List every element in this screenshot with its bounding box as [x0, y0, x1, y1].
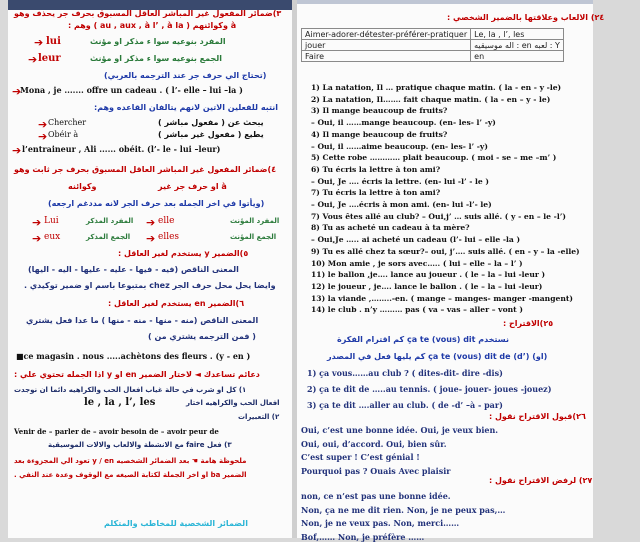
note-line: دعائم تساعدك ◄ لاختار الضمير en او y اذا الجمله تحتوي علي :	[14, 370, 260, 379]
note-line: (تحتاج الي حرف جر عند الترجمه بالعربي)	[104, 71, 267, 80]
table-row	[302, 29, 564, 40]
section-26-heading: ٢٦)قبول الاقتراح نقول :	[489, 412, 586, 421]
note-line: leur	[38, 53, 61, 64]
note-line: Chercher	[48, 118, 87, 127]
exercise-line: – Oui, il ……aime beaucoup. (en- les- l’ -y)	[311, 141, 488, 151]
arrow-icon: ➔	[38, 130, 48, 143]
note-line: Obéir à	[48, 130, 79, 139]
exercise-line: 2) ça te dit de …..au tennis. ( joue- jouer- joues -jouez)	[307, 384, 552, 394]
arrow-icon: ➔	[32, 216, 42, 229]
expression-line: Bof,…… Non, je préfère ……	[301, 531, 425, 542]
exercise-line: 13) la viande ,……..-en. ( mange – manges- manger -mangent)	[311, 293, 573, 303]
section-25-heading: ٢٥)الاقتراح :	[503, 319, 554, 328]
note-line: المفرد المؤنث	[230, 217, 280, 225]
note-line: المعنى الناقص (فيه - فيها - عليه - عليها - اليه - اليها)	[28, 265, 239, 274]
table-cell: Faire	[302, 51, 471, 62]
note-line: ١) كل او شرب في حالة غياب افعال الحب والكراهيه دائما ان نوجدت	[14, 386, 247, 394]
note-line: المفرد بنوعيه سوا ء مذكر او مؤنث	[90, 37, 226, 46]
exercise-line: – Oui, il ……mange beaucoup. (en- les- l’ -y)	[311, 118, 496, 128]
note-line: ملحوظة هامة ☚ بعد الضمائر الشخصيه y / en تعود الي المجزوءة بعد	[14, 457, 247, 465]
arrow-icon: ➔	[146, 216, 156, 229]
note-line: (ويأتوا في اخر الجمله بعد حرف الجر لانه مددغم ارجعه)	[48, 199, 265, 208]
note-line: ٣)ضمائر المفعول غير المباشر العاقل المسبوق بحرف جر يحذف وهو	[14, 9, 282, 18]
expression-line: C’est super ! C’est génial !	[301, 452, 420, 462]
section-27-heading: ٢٧) لرفض الاقتراح نقول :	[489, 476, 593, 485]
top-strip	[297, 0, 593, 4]
expression-line: Non, ça ne me dit rien. Non, je ne peux pas,…	[301, 504, 506, 515]
note-line: المفرد المذكر	[86, 217, 134, 225]
expression-line: Oui, c’est une bonne idée. Oui, je veux bien.	[301, 425, 499, 435]
arrow-icon: ➔	[32, 232, 42, 245]
verbs-table	[301, 28, 564, 62]
note-line: المعنى الناقص (منه - منها - منه - منها ) ما عدا فعل يشتري	[26, 316, 259, 325]
exercise-line: 9) Tu es allé chez ta sœur?– oui, j’…. suis allé. ( en - y – la -elle)	[311, 246, 580, 256]
note-line: ■ce magasin . nous .....achètons des fleurs . (y - en )	[16, 351, 251, 361]
note-line: الضمائر الشخصية للمخاطب والمتكلم	[104, 519, 248, 528]
note-line: وايضا يحل محل حرف الجر chez بمتبوعا باسم او ضمير توكيدي .	[24, 281, 276, 290]
table-cell: en	[471, 51, 564, 62]
note-line: Venir de – parler de – avoir besoin de – avoir peur de	[14, 427, 219, 436]
note-line: l’entraineur , Ali ...... obéit. (l’- le - lui –leur)	[22, 144, 221, 154]
note-line: lui	[46, 36, 61, 47]
note-line: انتبه للفعلين الاتين لانهم يتالفان القاعده وهم:	[94, 103, 278, 112]
arrow-icon: ➔	[28, 53, 38, 66]
exercise-line: 1) ça vous……au club ? ( dites-dit- dire -dis)	[307, 368, 503, 378]
note-line: ٤)ضمائر المفعول غير المباشر العاقل المسبوق بحرف جر ثابت وهو	[14, 165, 277, 174]
exercise-line: 3) ça te dit ….aller au club. ( de -d’ –à - par)	[307, 400, 503, 410]
exercise-line: 2) La natation, Il……. fait chaque matin. ( la - en – y - le)	[311, 94, 551, 104]
note-line: le , la , l’, les	[84, 397, 156, 408]
section-25-rule-a: نستخدم ça te (vous) dit كم اقترام الفكرة	[337, 335, 509, 344]
exercise-line: 8) Tu as acheté un cadeau à ta mère?	[311, 223, 470, 233]
exercise-line: 7) Tu écris la lettre à ton ami?	[311, 188, 441, 198]
table-cell: jouer	[302, 40, 471, 51]
note-line: Lui	[44, 216, 59, 226]
exercise-line: – Oui, Je …. écris la lettre. (en- lui -l’ - le )	[311, 176, 490, 186]
note-line: ٦)الضمير en يستخدم لغير العاقل :	[108, 299, 245, 308]
exercise-line: 10) Mon amie , je sors avec….. ( lui – elle – la – l’ )	[311, 258, 523, 268]
exercise-line: 7) Vous êtes allé au club? – Oui,j’ … suis allé. ( y - en – le -l’)	[311, 211, 566, 221]
note-line: الجمع المذكر	[86, 233, 131, 241]
exercise-line: 11) le ballon ,je…. lance au joueur . ( le – la – lui -leur )	[311, 270, 546, 280]
note-line: افعال الحب والكراهيه اختار	[186, 399, 280, 407]
exercise-line: 14) le club . n’y ……… pas ( va – vas – aller – vont )	[311, 305, 523, 315]
note-line: الضمير ba او اخر الجملة لكتابة الصيغه مع الوقوف وعدة عند النفي .	[14, 471, 247, 479]
arrow-icon: ➔	[34, 36, 44, 49]
note-line: Mona , je ....... offre un cadeau . ( l’- elle – lui –la )	[20, 85, 243, 95]
note-line: elles	[158, 232, 180, 242]
note-line: eux	[44, 232, 61, 242]
section-24-heading: ٢٤) الالعاب وعلاقتها بالضمير الشخصي :	[447, 13, 605, 22]
note-line: وكوائنه	[68, 182, 97, 191]
note-line: ٣) فعل faire مع الانشطة والالعاب والالات الموسيقية	[48, 441, 232, 449]
note-line: ( فمن الترجمه يشتري من )	[148, 332, 256, 341]
table-row	[302, 40, 564, 51]
exercise-line: 4) Il mange beaucoup de fruits?	[311, 129, 448, 139]
expression-line: non, ce n’est pas une bonne idée.	[301, 491, 451, 501]
exercise-line: 3) Il mange beaucoup de fruits?	[311, 106, 448, 116]
right-page	[297, 0, 605, 542]
exercise-line: 5) Cette robe ………… plait beaucoup. ( moi - se – me –m’ )	[311, 153, 557, 163]
note-line: ٥)الضمير y يستخدم لغير العاقل :	[118, 249, 249, 258]
expression-line: Oui, oui, d’accord. Oui, bien sûr.	[301, 438, 447, 449]
expression-line: Non, je ne veux pas. Non, merci……	[301, 518, 460, 528]
note-line: يبحث عن ( مفعول مباشر )	[158, 118, 264, 127]
note-line: الجمع المؤنث	[230, 233, 277, 241]
note-line: à او حرف جر غير	[158, 182, 227, 191]
exercise-line: 1) La natation, Il … pratique chaque matin. ( la - en - y -le)	[311, 83, 562, 92]
table-row	[302, 51, 564, 62]
note-line: يطيع ( مفعول غير مباشر )	[158, 130, 264, 139]
note-line: elle	[158, 216, 175, 226]
note-line: à وكوائنهم ( au , aux , à l’ , à la ) وهم :	[68, 21, 237, 30]
note-line: الجمع بنوعيه سوا ء مذكر او مؤنث	[90, 54, 222, 63]
section-25-rule-b: (او) ça te (vous) dit de (d’) كم يليها فعل في المصدر	[327, 352, 548, 361]
exercise-line: 6) Tu écris la lettre à ton ami?	[311, 164, 441, 174]
expression-line: Pourquoi pas ? Ouais Avec plaisir	[301, 465, 451, 476]
arrow-icon: ➔	[12, 85, 22, 98]
arrow-icon: ➔	[146, 232, 156, 245]
arrow-icon: ➔	[38, 118, 48, 131]
table-cell: اله موسيقيه : en لعبه : Y	[471, 40, 564, 51]
table-cell: Aimer-adorer-détester-préférer-pratiquer	[302, 29, 471, 40]
exercise-line: – Oui,Je ….. ai acheté un cadeau (l’- lui – elle -la )	[311, 235, 521, 245]
table-cell: Le, la , l’, les	[471, 29, 564, 40]
left-page	[8, 0, 292, 538]
note-line: ٢) التعبيرات	[238, 413, 280, 421]
exercise-line: – Oui, Je ….écris à mon ami. (en- lui -l’- le)	[311, 200, 492, 209]
exercise-line: 12) le joueur , je…. lance le ballon . ( le – la – lui -leur)	[311, 281, 543, 291]
arrow-icon: ➔	[12, 144, 22, 157]
